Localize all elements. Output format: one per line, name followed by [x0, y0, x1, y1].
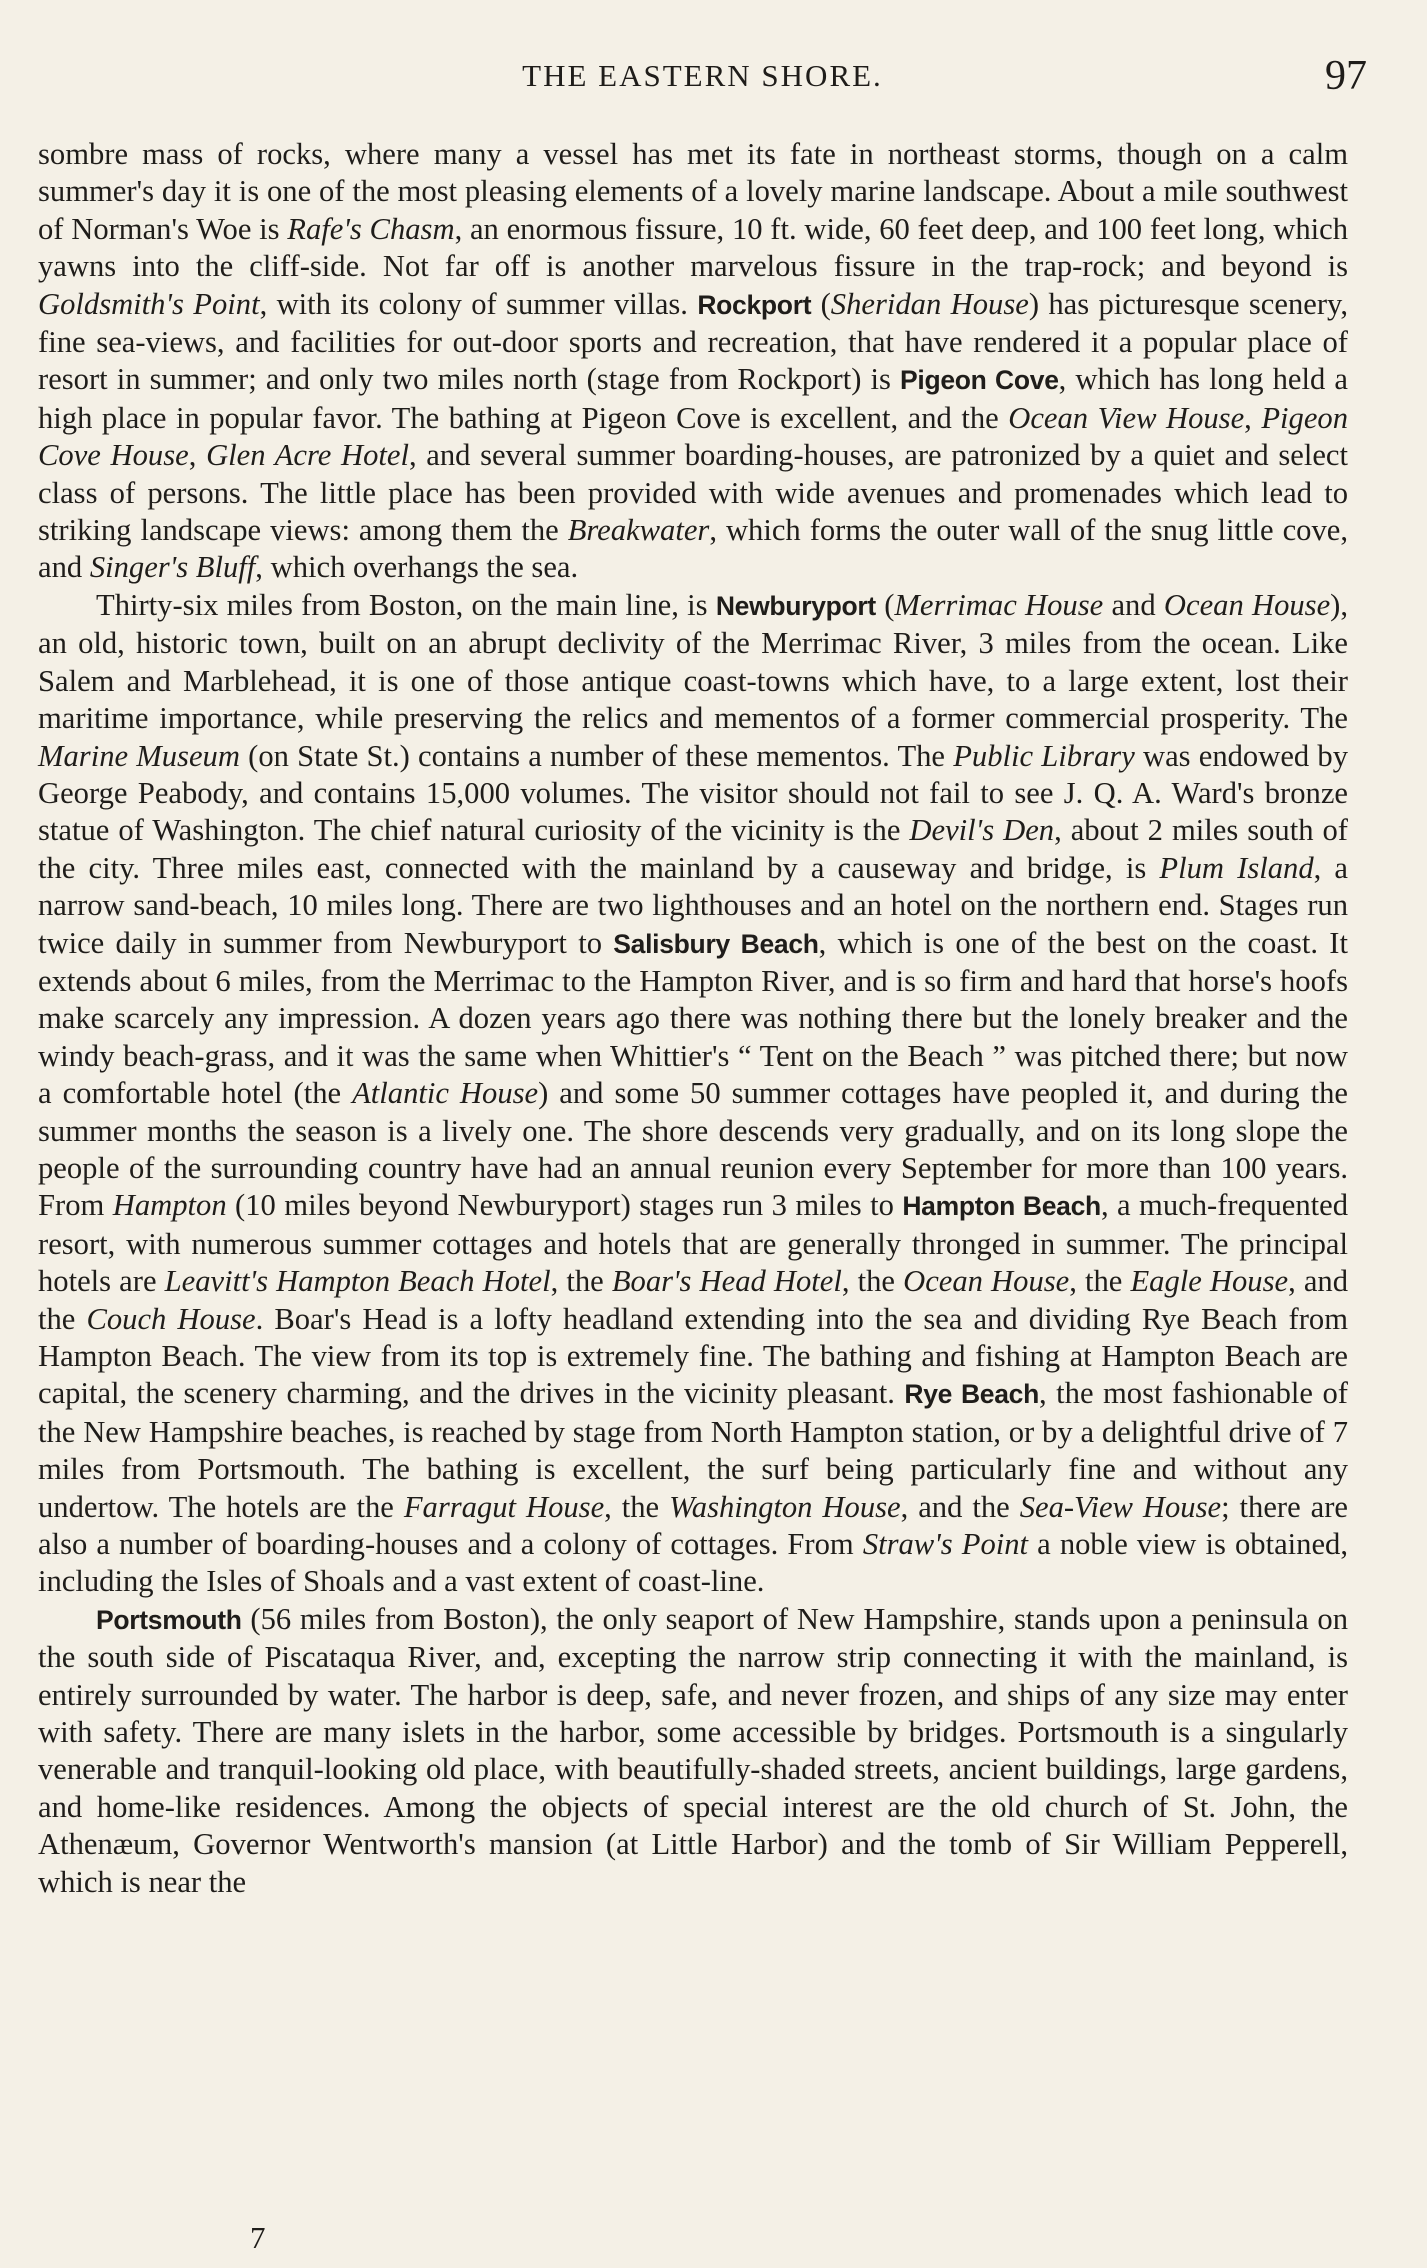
text-run: , with its colony of summer villas. [259, 286, 698, 321]
text-run: , the [604, 1489, 670, 1524]
italic-name: Couch House [86, 1301, 256, 1336]
text-run: ( [875, 587, 895, 622]
signature-mark: 7 [250, 2220, 266, 2255]
text-run: was endowed by George Peabody, and contains 15,000 volumes. The visitor should not fail to see J. Q. A. Ward's bronze statue of Washington. The chief natural curiosity of the vicinity is the [38, 738, 1348, 848]
text-run: ; there are also a number of boarding-houses and a colony of cottages. From [38, 1489, 1349, 1562]
italic-name: Washington House [669, 1489, 901, 1524]
italic-name: Breakwater [567, 513, 710, 548]
text-run: . Boar's Head is a lofty headland extending into the sea and dividing Rye Beach from Hampton Beach. The view from its top is extremely fine. The bathing and fishing at Hampton Beach are capital, the scenery charming, and the drives in the vicinity pleasant. [38, 1301, 1348, 1411]
text-run: , the [1069, 1264, 1131, 1299]
text-run: , [188, 438, 207, 473]
italic-name: Singer's Bluff [89, 550, 256, 585]
place-name: Hampton Beach [902, 1191, 1101, 1222]
text-run: (on State St.) contains a number of these mementos. The [239, 738, 954, 773]
text-run: , the [841, 1264, 904, 1299]
text-run: , a narrow sand-beach, 10 miles long. There are two lighthouses and an hotel on the northern end. Stages run twice daily in summer from Newburyport to [38, 850, 1348, 960]
text-run: , about 2 miles south of the city. Three miles east, connected with the mainland by a causeway and bridge, is [38, 813, 1348, 885]
italic-name: Eagle House [1130, 1264, 1289, 1299]
italic-name: Ocean House [1163, 587, 1331, 622]
italic-name: Farragut House [403, 1489, 605, 1524]
italic-name: Rafe's Chasm [287, 211, 455, 246]
text-run: ) has picturesque scenery, fine sea-views, and facilities for out-door sports and recreation, that have rendered it a popular place of resort in summer; and only two miles north (stage from Rockport) is [38, 286, 1348, 397]
text-run: , the [550, 1264, 612, 1299]
text-run: ) and some 50 summer cottages have peopled it, and during the summer months the season is a lively one. The shore descends very gradually, and on its long slope the people of the surrounding country have had an annual reunion every September for more than 100 years. From [38, 1076, 1348, 1223]
italic-name: Pigeon Cove House [38, 400, 1348, 473]
italic-name: Boar's Head Hotel [611, 1264, 842, 1299]
text-run: , which has long held a high place in popular favor. The bathing at Pigeon Cove is excellent, and the [38, 362, 1348, 435]
italic-name: Sheridan House [830, 286, 1029, 321]
text-run: (10 miles beyond Newburyport) stages run 3 miles to [226, 1188, 903, 1223]
paragraph [38, 1601, 1348, 1901]
text-run: , a much-frequented resort, with numerous summer cottages and hotels that are generally thronged in summer. The principal hotels are [38, 1188, 1349, 1299]
paragraph [38, 587, 1348, 1601]
place-name: Pigeon Cove [900, 365, 1059, 396]
italic-name: Devil's Den [909, 813, 1055, 848]
place-name: Salisbury Beach [613, 928, 819, 959]
text-run: , which is one of the best on the coast. It extends about 6 miles, from the Merrimac to the Hampton River, and is so firm and hard that horse's hoofs make scarcely any impression. A dozen years ago there was nothing there but the lonely breaker and the windy beach-grass, and it was the same when Whittier's “ Tent on the Beach ” was pitched there; but now a comfortable hotel (the [38, 925, 1348, 1111]
text-run: , the most fashionable of the New Hampshire beaches, is reached by stage from North Hampton station, or by a delightful drive of 7 miles from Portsmouth. The bathing is excellent, the surf being particularly fine and without any undertow. The hotels are the [38, 1376, 1348, 1524]
italic-name: Merrimac House [894, 587, 1104, 622]
text-run: , and the [900, 1489, 1020, 1524]
italic-name: Sea-View House [1019, 1489, 1222, 1524]
italic-name: Hampton [112, 1188, 227, 1223]
text-run: , which forms the outer wall of the snug little cove, and [38, 513, 1348, 585]
place-name: Rye Beach [904, 1379, 1040, 1410]
running-head [38, 52, 1367, 112]
text-run: , and the [38, 1264, 1349, 1336]
italic-name: Marine Museum [38, 738, 240, 773]
italic-name: Goldsmith's Point [38, 286, 260, 321]
text-run: and [1103, 587, 1164, 622]
text-run: a noble view is obtained, including the Isles of Shoals and a vast extent of coast-line. [38, 1527, 1348, 1599]
italic-name: Ocean House [903, 1264, 1070, 1299]
italic-name: Ocean View House [1008, 400, 1245, 435]
italic-name: Glen Acre Hotel [206, 438, 409, 473]
place-name: Rockport [697, 289, 812, 320]
page-number: 97 [1325, 53, 1367, 99]
text-run: Thirty-six miles from Boston, on the main line, is [96, 587, 716, 622]
place-name: Portsmouth [96, 1604, 242, 1635]
text-run: ), an old, historic town, built on an abrupt declivity of the Merrimac River, 3 miles from the ocean. Like Salem and Marblehead, it is one of those antique coast-towns which have, to a large extent, lost their maritime importance, while preserving the relics and mementos of a former commercial prosperity. The [38, 587, 1349, 736]
italic-name: Plum Island [1159, 850, 1314, 885]
text-run: , an enormous fissure, 10 ft. wide, 60 feet deep, and 100 feet long, which yawns into the cliff-side. Not far off is another marvelous fissure in the trap-rock; and beyond is [38, 211, 1348, 284]
italic-name: Straw's Point [862, 1527, 1029, 1562]
text-run: , which overhangs the sea. [255, 550, 579, 585]
paragraph [38, 136, 1348, 587]
text-run: ( [811, 286, 831, 321]
italic-name: Public Library [953, 738, 1135, 773]
body-text [38, 136, 1348, 1901]
text-run: , [1244, 400, 1262, 435]
italic-name: Atlantic House [352, 1076, 539, 1111]
text-run: sombre mass of rocks, where many a vessel has met its fate in northeast storms, though on a calm summer's day it is one of the most pleasing elements of a lovely marine landscape. About a mile southwest of Norman's Woe is [38, 137, 1348, 246]
text-run: , and several summer boarding-houses, are patronized by a quiet and select class of persons. The little place has been provided with wide avenues and promenades which lead to striking landscape views: among them the [38, 438, 1348, 548]
italic-name: Leavitt's Hampton Beach Hotel [164, 1264, 551, 1299]
place-name: Newburyport [715, 590, 876, 621]
text-run: (56 miles from Boston), the only seaport of New Hampshire, stands upon a peninsula on the south side of Piscataqua River, and, excepting the narrow strip connecting it with the mainland, is entirely surrounded by water. The harbor is deep, safe, and never frozen, and ships of any size may enter with safety. There are many islets in the harbor, some accessible by bridges. Portsmouth is a singularly venerable and tranquil-looking old place, with beautifully-shaded streets, ancient buildings, large gardens, and home-like residences. Among the objects of special interest are the old church of St. John, the Athenæum, Governor Wentworth's mansion (at Little Harbor) and the tomb of Sir William Pepperell, which is near the [38, 1601, 1348, 1899]
running-title: THE EASTERN SHORE. [522, 58, 883, 93]
